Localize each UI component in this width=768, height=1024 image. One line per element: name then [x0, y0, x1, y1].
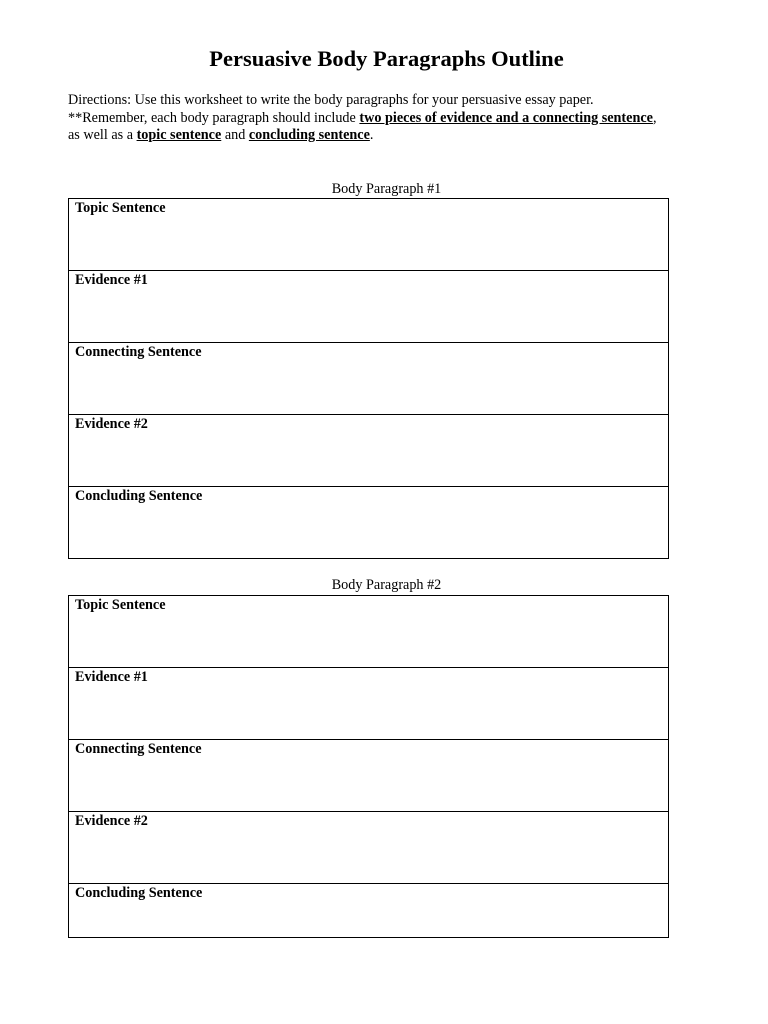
directions-line-2	[68, 110, 708, 128]
row-label: Evidence #2	[75, 416, 148, 432]
directions-line-1: Directions: Use this worksheet to write the body paragraphs for your persuasive essay paper.	[68, 92, 594, 108]
body-paragraph-1-table	[68, 198, 669, 559]
page-title: Persuasive Body Paragraphs Outline	[209, 46, 564, 71]
body-paragraph-2-caption: Body Paragraph #2	[331, 577, 442, 593]
row-label: Evidence #1	[75, 272, 148, 288]
row-label: Topic Sentence	[75, 597, 166, 613]
row-label: Connecting Sentence	[75, 741, 202, 757]
concluding-sentence-box[interactable]	[69, 487, 668, 559]
directions-emphasis-topic: topic sentence	[136, 127, 222, 144]
directions-line-3	[68, 127, 708, 145]
body-paragraph-2-table	[68, 595, 669, 938]
evidence-2-box[interactable]	[69, 415, 668, 487]
directions-comma: ,	[652, 109, 657, 126]
directions-period: .	[369, 127, 374, 144]
body-paragraph-1-caption: Body Paragraph #1	[331, 181, 442, 197]
directions-and-text: and	[221, 127, 249, 144]
directions-remember-text: **Remember, each body paragraph should include	[68, 109, 360, 126]
row-label: Connecting Sentence	[75, 344, 202, 360]
topic-sentence-box[interactable]	[69, 199, 668, 271]
row-label: Evidence #1	[75, 669, 148, 685]
row-label: Topic Sentence	[75, 200, 166, 216]
directions-emphasis-concluding: concluding sentence	[248, 127, 370, 144]
row-label: Evidence #2	[75, 813, 148, 829]
connecting-sentence-box[interactable]	[69, 343, 668, 415]
connecting-sentence-box[interactable]	[69, 740, 668, 812]
concluding-sentence-box[interactable]	[69, 884, 668, 938]
evidence-1-box[interactable]	[69, 668, 668, 740]
evidence-1-box[interactable]	[69, 271, 668, 343]
directions-as-well-text: as well as a	[68, 127, 137, 144]
directions-emphasis-evidence: two pieces of evidence and a connecting sentence	[359, 109, 653, 126]
row-label: Concluding Sentence	[75, 885, 203, 901]
topic-sentence-box[interactable]	[69, 596, 668, 668]
directions	[68, 92, 708, 145]
row-label: Concluding Sentence	[75, 488, 203, 504]
evidence-2-box[interactable]	[69, 812, 668, 884]
